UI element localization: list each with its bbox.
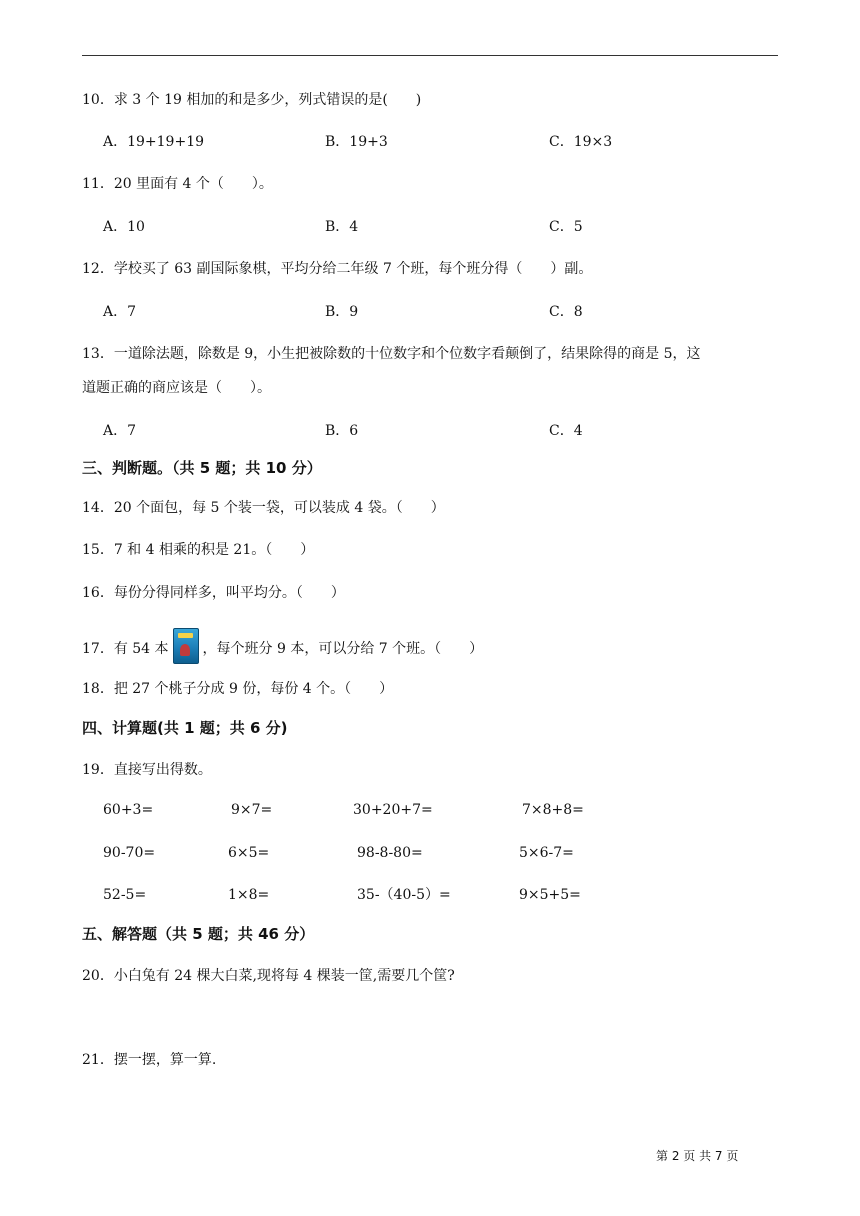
calc-r3-c1: 52-5= bbox=[103, 887, 147, 903]
q17-text-before: 17．有 54 本 bbox=[82, 641, 169, 657]
calc-r1-c2: 9×7= bbox=[231, 802, 273, 818]
q13-option-c: C．4 bbox=[549, 423, 583, 439]
q13-option-b: B．6 bbox=[325, 423, 359, 439]
q12-option-b: B．9 bbox=[325, 304, 359, 320]
q17-text-after: ，每个班分 9 本，可以分给 7 个班。（ ） bbox=[202, 641, 484, 657]
question-15: 15．7 和 4 相乘的积是 21。（ ） bbox=[82, 542, 315, 558]
calc-r3-c2: 1×8= bbox=[228, 887, 270, 903]
calc-r3-c3: 35-（40-5）= bbox=[357, 887, 451, 903]
calc-r1-c1: 60+3= bbox=[103, 802, 154, 818]
question-12: 12．学校买了 63 副国际象棋，平均分给二年级 7 个班，每个班分得（ ）副。 bbox=[82, 261, 593, 277]
calc-r1-c4: 7×8+8= bbox=[522, 802, 584, 818]
q13-option-a: A．7 bbox=[103, 423, 137, 439]
q11-option-b: B．4 bbox=[325, 219, 359, 235]
q10-option-c: C．19×3 bbox=[549, 134, 613, 150]
calc-r2-c2: 6×5= bbox=[228, 845, 270, 861]
section-5-heading: 五、解答题（共 5 题；共 46 分） bbox=[82, 925, 315, 943]
calc-r3-c4: 9×5+5= bbox=[519, 887, 581, 903]
question-10: 10．求 3 个 19 相加的和是多少，列式错误的是( ) bbox=[82, 92, 422, 108]
question-21: 21．摆一摆，算一算. bbox=[82, 1052, 217, 1068]
section-4-heading: 四、计算题(共 1 题；共 6 分) bbox=[82, 719, 288, 737]
header-rule bbox=[82, 55, 778, 56]
q12-option-a: A．7 bbox=[103, 304, 137, 320]
question-20: 20．小白兔有 24 棵大白菜,现将每 4 棵装一筐,需要几个筐? bbox=[82, 968, 455, 984]
page-number: 第 2 页 共 7 页 bbox=[656, 1149, 739, 1163]
q10-option-a: A．19+19+19 bbox=[103, 134, 205, 150]
calc-r2-c1: 90-70= bbox=[103, 845, 156, 861]
q12-option-c: C．8 bbox=[549, 304, 583, 320]
question-19: 19．直接写出得数。 bbox=[82, 762, 212, 778]
question-13-line2: 道题正确的商应该是（ ）。 bbox=[82, 380, 271, 396]
section-3-heading: 三、判断题。（共 5 题；共 10 分） bbox=[82, 459, 322, 477]
q11-option-c: C．5 bbox=[549, 219, 583, 235]
question-11: 11．20 里面有 4 个（ ）。 bbox=[82, 176, 273, 192]
question-17 bbox=[82, 631, 483, 667]
question-13-line1: 13．一道除法题，除数是 9，小生把被除数的十位数字和个位数字看颠倒了，结果除得的商是 5，这 bbox=[82, 346, 701, 362]
calc-r1-c3: 30+20+7= bbox=[353, 802, 433, 818]
q10-option-b: B．19+3 bbox=[325, 134, 388, 150]
calc-r2-c3: 98-8-80= bbox=[357, 845, 423, 861]
question-14: 14．20 个面包，每 5 个装一袋，可以装成 4 袋。（ ） bbox=[82, 500, 445, 516]
question-16: 16．每份分得同样多，叫平均分。（ ） bbox=[82, 585, 345, 601]
q11-option-a: A．10 bbox=[103, 219, 145, 235]
calc-r2-c4: 5×6-7= bbox=[519, 845, 574, 861]
book-icon bbox=[173, 628, 199, 664]
question-18: 18．把 27 个桃子分成 9 份，每份 4 个。（ ） bbox=[82, 681, 394, 697]
